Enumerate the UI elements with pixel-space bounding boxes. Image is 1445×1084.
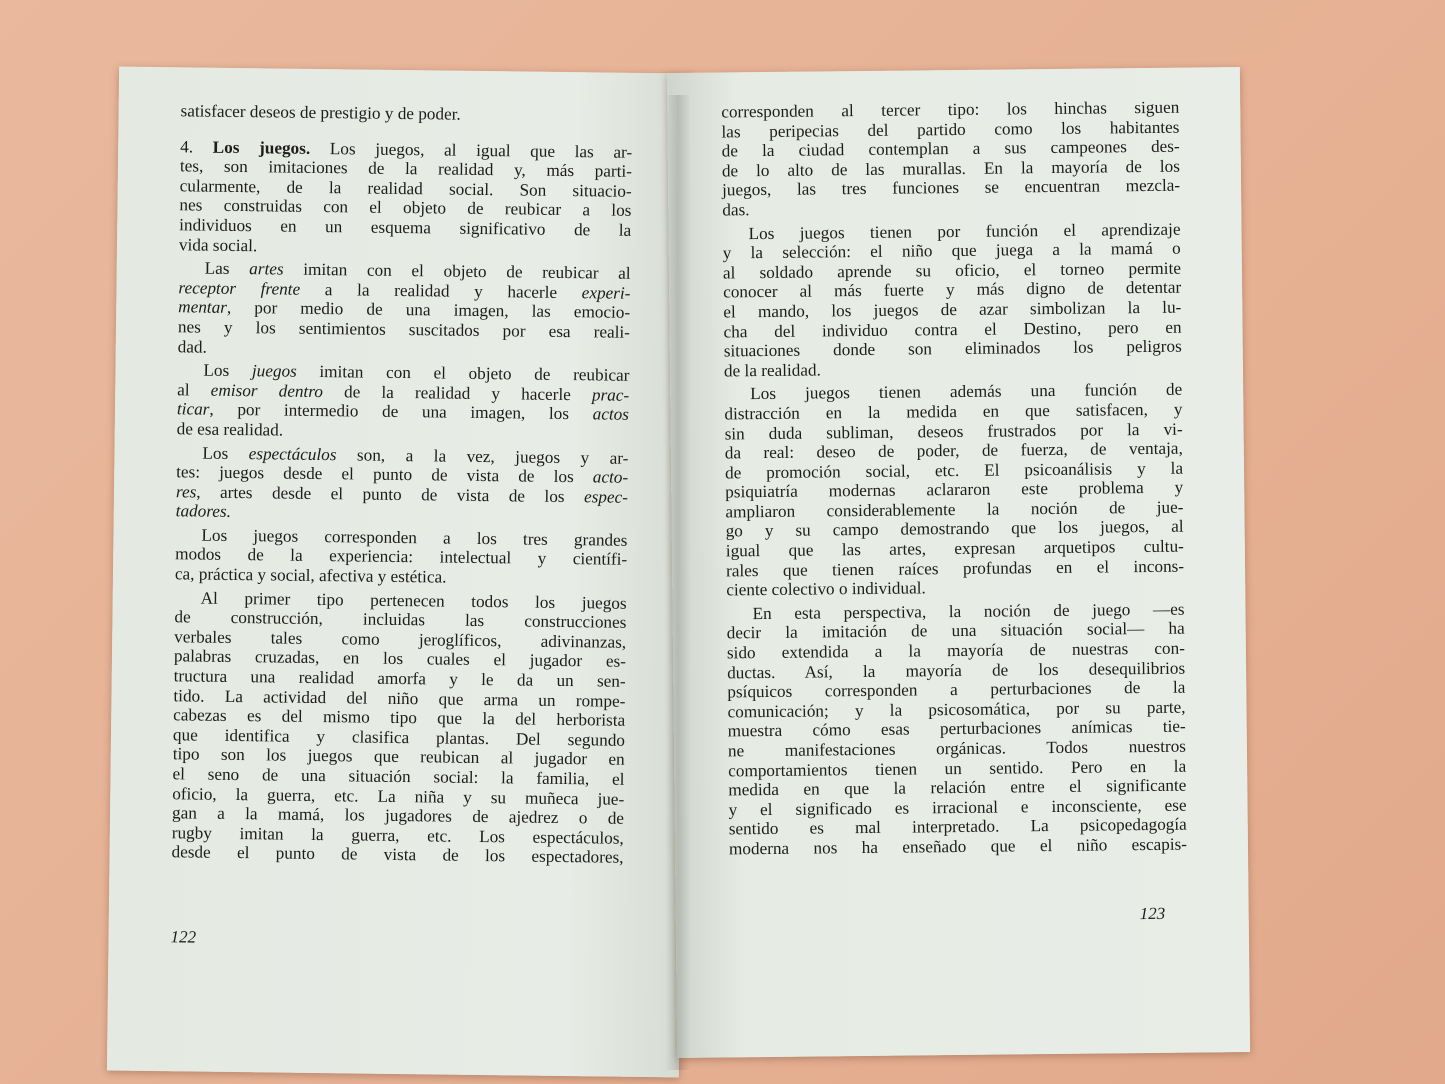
paragraph — [177, 360, 630, 444]
italic-text: receptor frente — [178, 278, 301, 299]
text-segment: ca, práctica y social, afectiva y estética. — [174, 564, 447, 587]
text-segment: 4. — [180, 136, 213, 157]
paragraph — [726, 599, 1187, 859]
italic-text: experi- — [581, 282, 631, 303]
text-segment: cabezas es del mismo tipo que la del herborista — [173, 705, 626, 730]
page-number: 122 — [170, 927, 197, 947]
text-line — [724, 356, 1182, 380]
paragraph — [178, 258, 631, 361]
paragraph — [179, 137, 632, 260]
text-segment: individuos en un esquema significativo de la — [179, 215, 632, 240]
text-segment: dad. — [177, 336, 207, 357]
text-segment: de lo alto de las murallas. En la mayoría de los — [721, 156, 1180, 181]
text-segment: imitan con el objeto de reubicar — [296, 361, 630, 385]
paragraph — [175, 525, 628, 589]
italic-text: juegos — [251, 361, 297, 381]
text-segment: decir la imitación de una situación social— ha — [726, 619, 1185, 643]
text-segment: igual que las artes, expresan arquetipos cultu- — [725, 536, 1184, 561]
paragraph — [180, 101, 632, 126]
text-segment: de construcción, incluidas las construcciones — [174, 607, 627, 633]
italic-text: espec- — [583, 486, 629, 507]
text-segment: sentido es mal interpretado. La psicopedagogía — [728, 814, 1187, 839]
text-line — [726, 576, 1184, 600]
text-segment: Los juegos, al igual que las ar- — [310, 138, 633, 162]
text-segment: cha del individuo contra el Destino, pero en — [723, 317, 1182, 341]
section-heading: Los juegos. — [212, 137, 311, 158]
text-line — [729, 835, 1187, 859]
right-page — [667, 67, 1250, 1058]
text-segment: ductas. Así, la mayoría de los desequilibrios — [727, 658, 1186, 683]
text-segment: tes: juegos desde el punto de vista de los — [176, 462, 593, 487]
text-segment: distracción en la medida en que satisfacen, y — [724, 399, 1183, 424]
text-segment: conocer al más fuerte y más digno de detentar — [723, 277, 1182, 302]
text-segment: Los juegos corresponden a los tres grandes — [201, 525, 628, 550]
text-segment: ne manifestaciones orgánicas. Todos nuestros — [727, 736, 1187, 761]
text-segment: modos de la experiencia: intelectual y científi- — [175, 544, 628, 570]
italic-text: prac- — [591, 385, 630, 405]
text-segment: comunicación; y la psicosomática, por su parte, — [727, 697, 1186, 722]
text-segment: , por medio de una imagen, las emocio- — [226, 298, 631, 323]
text-segment: nes construidas con el objeto de reubicar a los — [179, 195, 632, 221]
text-segment: Los — [203, 360, 253, 381]
text-segment: las peripecias del partido como los habitantes — [721, 117, 1180, 142]
book-gutter — [665, 95, 691, 1070]
text-segment: da real: deseo de poder, de fuerza, de ventaja, — [724, 438, 1183, 463]
text-segment: de la realidad. — [723, 360, 821, 381]
italic-text: res — [175, 481, 197, 502]
text-segment: imitan con el objeto de reubicar al — [283, 259, 631, 283]
text-segment: En esta perspectiva, la noción de juego —es — [752, 599, 1185, 624]
paragraph — [721, 98, 1180, 220]
text-segment: desde el punto de vista de los espectadores, — [171, 842, 624, 868]
italic-text: ticar — [176, 399, 210, 419]
page-number: 123 — [1139, 903, 1166, 924]
italic-text: artes — [249, 259, 284, 279]
text-segment: Al primer tipo pertenecen todos los juegos — [200, 588, 627, 613]
text-segment: Las — [204, 258, 250, 279]
text-segment: Los — [202, 443, 249, 463]
text-segment: gan a la mamá, los jugadores de ajedrez o de — [171, 803, 625, 828]
text-segment: nes y los sentimientos suscitados por esa reali- — [177, 317, 631, 342]
text-segment: , artes desde el punto de vista de los — [196, 482, 585, 506]
text-segment: oficio, la guerra, etc. La niña y su muñeca jue- — [172, 783, 625, 809]
paragraph — [176, 443, 629, 527]
text-segment: son, a la vez, juegos y ar- — [336, 444, 629, 468]
paragraph — [171, 588, 626, 868]
text-segment: tido. La actividad del niño que arma un rompe- — [173, 685, 626, 711]
italic-text: actos — [592, 404, 630, 425]
text-segment: rales que tienen raíces profundas en el incons- — [725, 556, 1185, 581]
text-segment: tes, son imitaciones de la realidad y, más parti- — [179, 156, 633, 182]
text-segment: das. — [722, 200, 750, 220]
text-segment: sido extendida a la mayoría de nuestras con- — [726, 638, 1186, 663]
italic-text: emisor dentro — [210, 380, 324, 401]
text-segment: rugby imitan la guerra, etc. Los espectáculos, — [171, 823, 624, 848]
text-segment: y el significado es irracional e inconsciente, ese — [728, 795, 1187, 820]
text-segment: verbales tales como jeroglíficos, adivinanzas, — [174, 627, 627, 652]
italic-text: tadores. — [175, 501, 232, 522]
text-segment: ampliaron considerablemente la noción de jue- — [725, 497, 1184, 522]
text-segment: tipo son los juegos que reubican al jugador en — [172, 744, 625, 770]
italic-text: acto- — [592, 467, 629, 487]
text-segment: de promoción social, etc. El psicoanálisis y la — [724, 458, 1184, 483]
text-segment: corresponden al tercer tipo: los hinchas siguen — [721, 97, 1180, 122]
text-segment: al — [177, 379, 211, 400]
text-line — [171, 843, 623, 868]
text-segment: al soldado aprende su oficio, el torneo permite — [722, 258, 1182, 283]
paragraph — [722, 219, 1182, 381]
text-segment: vida social. — [178, 234, 258, 255]
text-segment: moderna nos ha enseñado que el niño escapis- — [728, 834, 1188, 859]
text-segment: satisfacer deseos de prestigio y de poder. — [180, 101, 461, 124]
text-segment: cularmente, de la realidad social. Son situacio- — [179, 176, 632, 201]
text-segment: el seno de una situación social: la familia, el — [172, 764, 625, 789]
text-segment: juegos, las tres funciones se encuentran mezcla- — [721, 176, 1181, 200]
text-segment: Los juegos tienen además una función de — [750, 379, 1183, 404]
text-segment: que identifica y clasifica plantas. Del segundo — [172, 725, 626, 750]
page-text — [171, 101, 632, 871]
text-segment: palabras cruzadas, en los cuales el jugador es- — [173, 646, 627, 672]
italic-text: espectáculos — [248, 443, 337, 464]
text-segment: comportamientos tienen un sentido. Pero en la — [728, 756, 1187, 781]
text-segment: muestra cómo esas perturbaciones anímicas tie- — [727, 717, 1186, 741]
text-segment: go y su campo demostrando que los juegos, al — [725, 517, 1184, 541]
text-segment: Los juegos tienen por función el aprendizaje — [748, 219, 1181, 243]
text-segment: , por intermedio de una imagen, los — [209, 399, 593, 424]
text-segment: tructura una realidad amorfa y le da un sen- — [173, 666, 626, 691]
text-segment: psíquicos corresponden a perturbaciones de la — [727, 677, 1186, 702]
text-segment: y la selección: el niño que juega a la mamá o — [722, 238, 1181, 263]
text-segment: a la realidad y hacerle — [300, 279, 582, 302]
text-segment: medida en que la relación entre el significante — [728, 775, 1187, 800]
text-segment: el mando, los juegos de azar simbolizan la lu- — [723, 297, 1182, 322]
text-segment: de la ciudad contemplan a sus campeones des- — [721, 136, 1180, 161]
text-segment: ciente colectivo o individual. — [726, 578, 926, 600]
text-segment: situaciones donde son eliminados los peligros — [723, 336, 1182, 361]
text-segment: sin duda subliman, deseos frustrados por la vi- — [724, 419, 1183, 443]
text-segment: psiquiatría modernas aclararon este problema y — [725, 477, 1184, 502]
text-segment: de la realidad y hacerle — [322, 381, 593, 405]
text-line — [180, 101, 632, 126]
left-page — [107, 67, 691, 1078]
italic-text: mentar — [178, 297, 228, 318]
paragraph — [724, 380, 1184, 600]
page-text — [721, 98, 1187, 863]
text-segment: de esa realidad. — [176, 419, 284, 440]
